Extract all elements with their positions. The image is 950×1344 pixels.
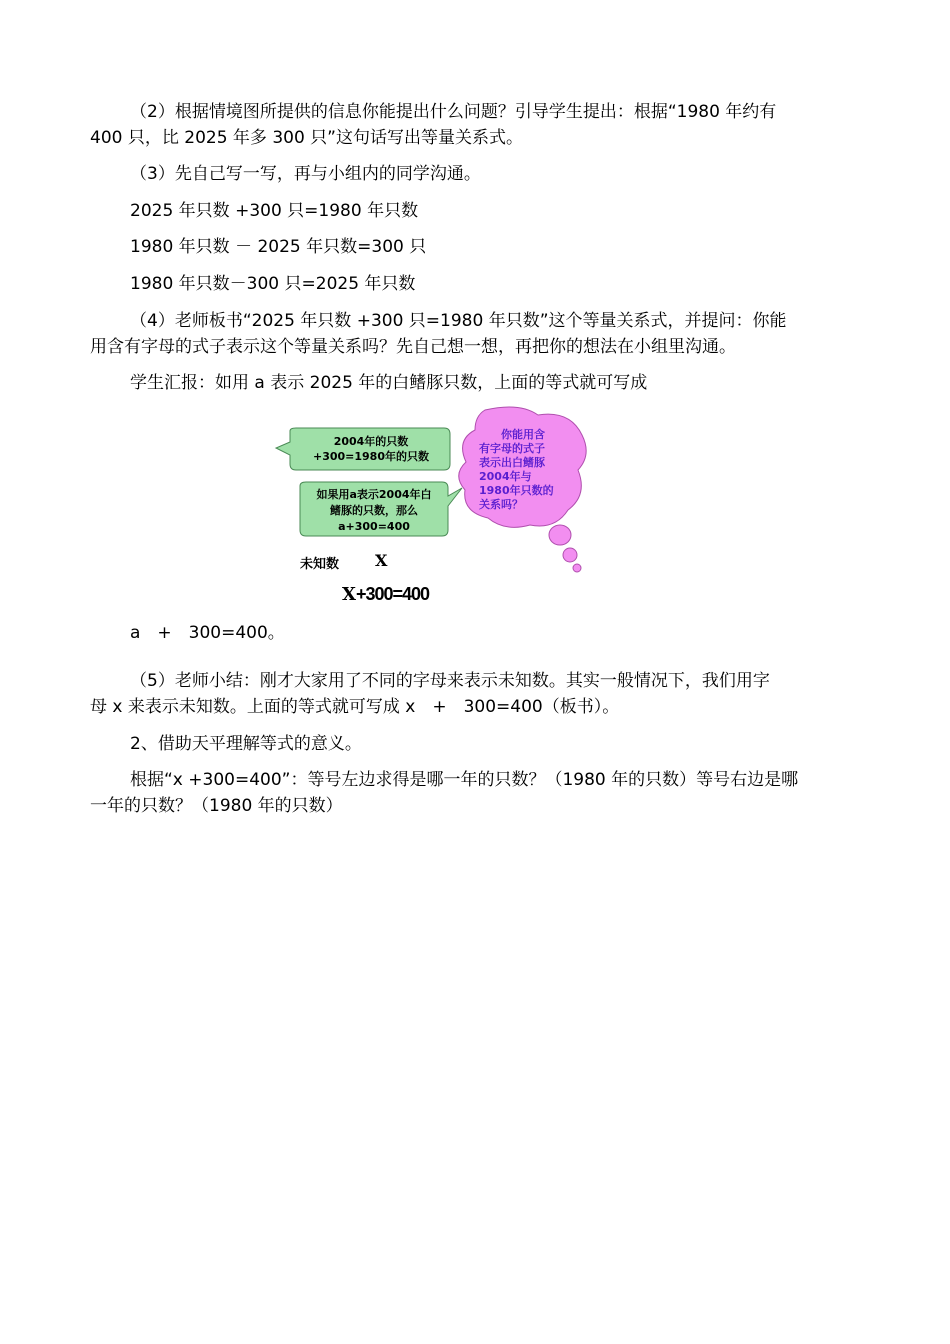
- paragraph-2-line-1: （2）根据情境图所提供的信息你能提出什么问题？引导学生提出：根据“1980 年约有: [130, 102, 777, 122]
- thought-cloud-text: [475, 428, 580, 512]
- equation-2: 1980 年只数 － 2025 年只数=300 只: [130, 237, 427, 257]
- dialogue-figure: [270, 400, 600, 615]
- cloud-line-4: 2004年与: [479, 470, 532, 483]
- paragraph-2-line-2: 400 只，比 2025 年多 300 只”这句话写出等量关系式。: [90, 128, 523, 148]
- bubble-1-line-1: 2004年的只数: [333, 435, 409, 448]
- equation-1: 2025 年只数 +300 只=1980 年只数: [130, 201, 419, 221]
- question-line-1: 根据“x +300=400”：等号左边求得是哪一年的只数？（1980 年的只数）等号右边是哪: [130, 770, 799, 790]
- paragraph-4-line-1: （4）老师板书“2025 年只数 +300 只=1980 年只数”这个等量关系式，并提问：你能: [130, 311, 787, 331]
- bubble-1-line-2: +300=1980年的只数: [312, 450, 429, 463]
- paragraph-4-line-2: 用含有字母的式子表示这个等量关系吗？先自己想一想，再把你的想法在小组里沟通。: [90, 337, 736, 357]
- unknown-variable: X: [375, 551, 388, 570]
- figure-equation-variable: X: [342, 584, 356, 605]
- cloud-line-5: 1980年只数的: [479, 484, 554, 497]
- paragraph-3: （3）先自己写一写，再与小组内的同学沟通。: [130, 164, 481, 184]
- figure-equation-rest: +300=400: [355, 584, 430, 604]
- cloud-line-1: 你能用含: [501, 428, 545, 441]
- question-line-2: 一年的只数？（1980 年的只数）: [90, 796, 343, 816]
- bubble-2-text: [300, 487, 448, 535]
- bubble-2-line-2: 鳍豚的只数，那么: [330, 504, 418, 517]
- paragraph-5-line-2: 母 x 来表示未知数。上面的等式就可写成 x + 300=400（板书）。: [90, 697, 620, 717]
- section-2-heading: 2、借助天平理解等式的意义。: [130, 734, 362, 754]
- student-report: 学生汇报：如用 a 表示 2025 年的白鳍豚只数，上面的等式就可写成: [130, 373, 648, 393]
- paragraph-5-line-1: （5）老师小结：刚才大家用了不同的字母来表示未知数。其实一般情况下，我们用字: [130, 671, 770, 691]
- unknown-label: 未知数: [300, 557, 340, 572]
- cloud-line-6: 关系吗？: [479, 498, 523, 511]
- thought-dot-large: [549, 525, 571, 545]
- bubble-1-text: [292, 434, 450, 464]
- cloud-line-3: 表示出白鳍豚: [479, 456, 545, 469]
- bubble-2-line-1: 如果用a表示2004年白: [316, 488, 432, 501]
- equation-3: 1980 年只数－300 只=2025 年只数: [130, 274, 416, 294]
- figure-equation: [342, 584, 429, 605]
- cloud-line-2: 有字母的式子: [479, 442, 545, 455]
- a-equation: a + 300=400。: [130, 623, 285, 643]
- thought-dot-small: [573, 564, 581, 572]
- bubble-2-line-3: a+300=400: [338, 520, 410, 533]
- thought-dot-medium: [563, 548, 577, 562]
